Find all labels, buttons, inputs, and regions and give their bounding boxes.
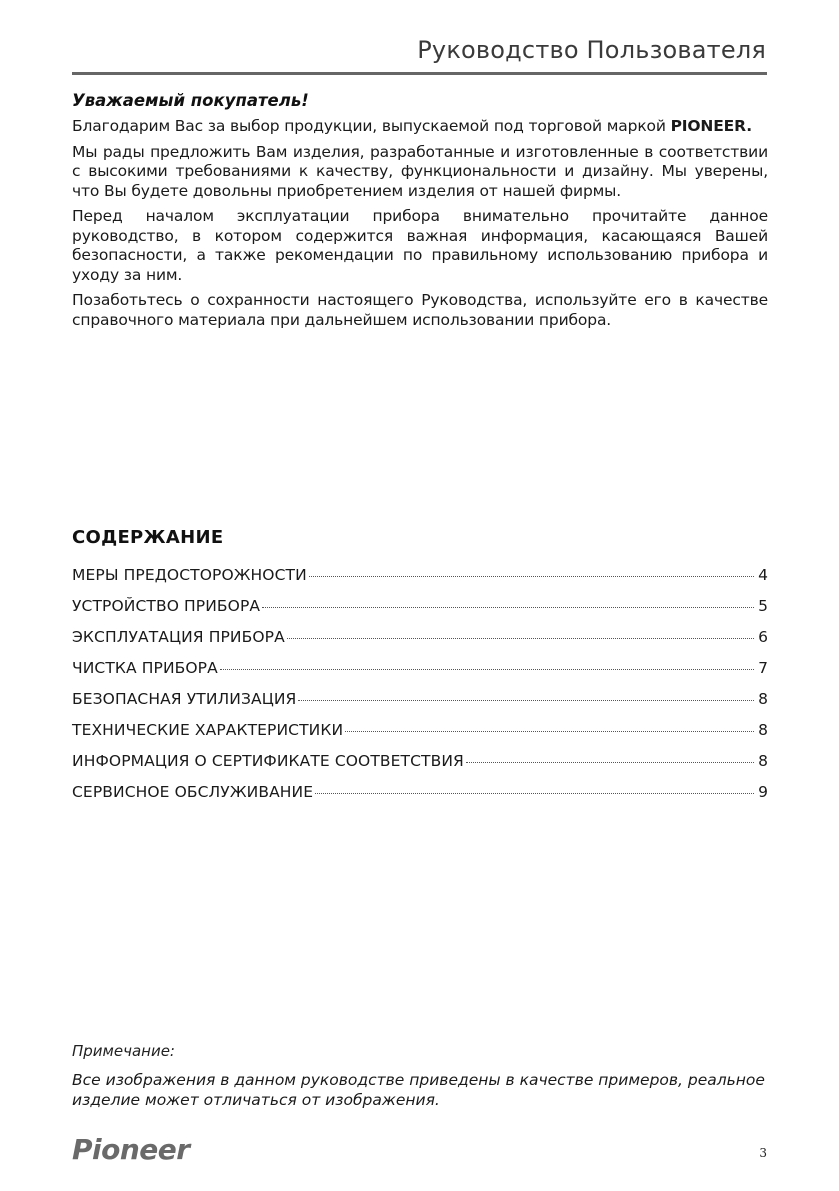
toc-entry-service[interactable]: [72, 777, 768, 808]
toc-leader-dots: [309, 576, 754, 577]
note-title: Примечание:: [72, 1042, 175, 1060]
toc-heading: СОДЕРЖАНИЕ: [72, 527, 224, 548]
toc-entry-disposal[interactable]: [72, 684, 768, 715]
toc-entry-page: 5: [758, 597, 768, 615]
toc-leader-dots: [262, 607, 754, 608]
toc-entry-label: ЭКСПЛУАТАЦИЯ ПРИБОРА: [72, 628, 285, 646]
intro-paragraph-2: Мы рады предложить Вам изделия, разработанные и изготовленные в соответствии с высокими требованиями к качеству, функциональности и дизайну. Мы уверены, что Вы будете довольны приобретением изделия от нашей фирмы.: [72, 142, 768, 200]
intro-paragraph-3: Перед началом эксплуатации прибора внимательно прочитайте данное руководство, в котором содержится важная информация, касающаяся Вашей безопасности, а также рекомендации по правильному использованию прибора и уходу за ним.: [72, 207, 768, 284]
brand-name: PIONEER.: [670, 117, 752, 135]
toc-entry-precautions[interactable]: [72, 560, 768, 591]
toc-entry-page: 9: [758, 783, 768, 801]
intro-section: [72, 90, 768, 336]
page-number: 3: [759, 1146, 767, 1160]
toc-leader-dots: [287, 638, 754, 639]
toc-entry-label: ИНФОРМАЦИЯ О СЕРТИФИКАТЕ СООТВЕТСТВИЯ: [72, 752, 464, 770]
toc-entry-page: 4: [758, 566, 768, 584]
toc-entry-label: СЕРВИСНОЕ ОБСЛУЖИВАНИЕ: [72, 783, 314, 801]
toc-entry-label: БЕЗОПАСНАЯ УТИЛИЗАЦИЯ: [72, 690, 297, 708]
toc-leader-dots: [298, 700, 754, 701]
toc-entry-page: 8: [758, 690, 768, 708]
toc-entry-cleaning[interactable]: [72, 653, 768, 684]
toc-entry-operation[interactable]: [72, 622, 768, 653]
note-text: Все изображения в данном руководстве приведены в качестве примеров, реальное изделие может отличаться от изображения.: [72, 1071, 765, 1109]
toc-entry-certificate[interactable]: [72, 746, 768, 777]
note-section: [72, 1041, 772, 1110]
toc-entry-page: 8: [758, 721, 768, 739]
toc-leader-dots: [220, 669, 754, 670]
header-divider: [72, 72, 767, 75]
toc-leader-dots: [466, 762, 754, 763]
intro-paragraph-1-text: Благодарим Вас за выбор продукции, выпускаемой под торговой маркой: [72, 117, 671, 135]
greeting-heading: Уважаемый покупатель!: [72, 91, 309, 110]
table-of-contents: [72, 526, 768, 808]
toc-entry-page: 7: [758, 659, 768, 677]
toc-entry-specifications[interactable]: [72, 715, 768, 746]
pioneer-logo: Pioneer: [72, 1133, 190, 1166]
toc-entry-device[interactable]: [72, 591, 768, 622]
intro-paragraph-4: Позаботьтесь о сохранности настоящего Руководства, используйте его в качестве справочного материала при дальнейшем использовании прибора.: [72, 291, 768, 329]
intro-paragraph-1: [72, 117, 768, 137]
toc-entry-page: 6: [758, 628, 768, 646]
toc-leader-dots: [315, 793, 754, 794]
toc-entry-page: 8: [758, 752, 768, 770]
toc-entry-label: ЧИСТКА ПРИБОРА: [72, 659, 218, 677]
toc-entry-label: УСТРОЙСТВО ПРИБОРА: [72, 597, 261, 615]
toc-entry-label: МЕРЫ ПРЕДОСТОРОЖНОСТИ: [72, 566, 307, 584]
page-header-title: Руководство Пользователя: [417, 36, 766, 64]
toc-entry-label: ТЕХНИЧЕСКИЕ ХАРАКТЕРИСТИКИ: [72, 721, 344, 739]
toc-leader-dots: [345, 731, 754, 732]
